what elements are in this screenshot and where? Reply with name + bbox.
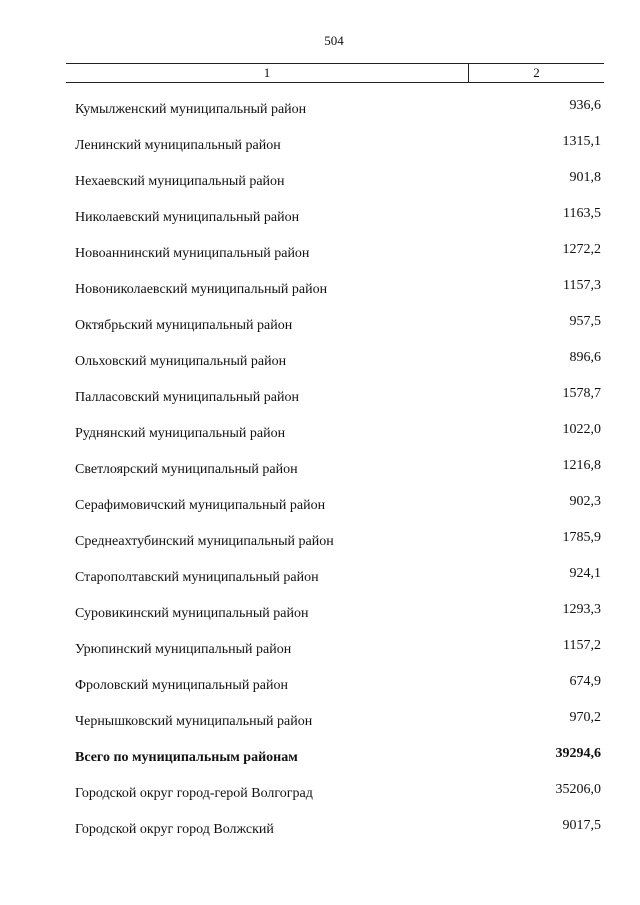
row-value: 936,6	[569, 98, 601, 113]
table-row	[0, 309, 640, 345]
row-name: Новониколаевский муниципальный район	[75, 282, 328, 297]
row-name: Городской округ город Волжский	[75, 822, 274, 837]
table-row	[0, 93, 640, 129]
table-row	[0, 237, 640, 273]
row-name: Кумылженский муниципальный район	[75, 102, 307, 117]
row-value: 970,2	[569, 710, 601, 725]
row-value: 1785,9	[562, 530, 601, 545]
table-row	[0, 165, 640, 201]
table-row	[0, 453, 640, 489]
table-row	[0, 561, 640, 597]
table-row	[0, 669, 640, 705]
row-name: Среднеахтубинский муниципальный район	[75, 534, 334, 549]
row-value: 1022,0	[562, 422, 601, 437]
row-value: 1216,8	[562, 458, 601, 473]
table-body	[0, 93, 640, 849]
row-name: Николаевский муниципальный район	[75, 210, 300, 225]
row-value: 1157,2	[563, 638, 601, 653]
row-name: Светлоярский муниципальный район	[75, 462, 298, 477]
row-value: 9017,5	[562, 818, 601, 833]
row-value: 35206,0	[555, 782, 601, 797]
row-name: Фроловский муниципальный район	[75, 678, 289, 693]
row-value: 39294,6	[555, 746, 601, 761]
row-name: Серафимовичский муниципальный район	[75, 498, 326, 513]
table-row	[0, 633, 640, 669]
row-value: 674,9	[569, 674, 601, 689]
table-row	[0, 525, 640, 561]
row-name: Ольховский муниципальный район	[75, 354, 287, 369]
row-name: Нехаевский муниципальный район	[75, 174, 285, 189]
row-value: 1157,3	[563, 278, 601, 293]
page-number: 504	[324, 33, 344, 48]
row-name: Палласовский муниципальный район	[75, 390, 299, 405]
table-row	[0, 129, 640, 165]
row-name: Руднянский муниципальный район	[75, 426, 286, 441]
row-name: Старополтавский муниципальный район	[75, 570, 319, 585]
row-value: 1163,5	[563, 206, 601, 221]
column-header-2: 2	[533, 65, 540, 80]
row-value: 1293,3	[562, 602, 601, 617]
row-name: Городской округ город-герой Волгоград	[75, 786, 313, 801]
row-value: 1578,7	[562, 386, 601, 401]
table-row	[0, 201, 640, 237]
row-name: Ленинский муниципальный район	[75, 138, 281, 153]
table-row	[0, 813, 640, 849]
row-value: 902,3	[569, 494, 601, 509]
table-row	[0, 777, 640, 813]
row-value: 896,6	[569, 350, 601, 365]
table-row-total	[0, 741, 640, 777]
row-value: 901,8	[569, 170, 601, 185]
row-value: 1315,1	[562, 134, 601, 149]
table-row	[0, 273, 640, 309]
column-header-1: 1	[66, 64, 469, 82]
table-row	[0, 489, 640, 525]
row-name: Чернышковский муниципальный район	[75, 714, 313, 729]
table-row	[0, 381, 640, 417]
row-value: 1272,2	[562, 242, 601, 257]
table-header	[66, 63, 604, 83]
row-value: 924,1	[569, 566, 601, 581]
table-row	[0, 705, 640, 741]
row-name: Всего по муниципальным районам	[75, 750, 298, 765]
row-value: 957,5	[569, 314, 601, 329]
row-name: Новоаннинский муниципальный район	[75, 246, 310, 261]
row-name: Урюпинский муниципальный район	[75, 642, 292, 657]
table-row	[0, 417, 640, 453]
table-row	[0, 597, 640, 633]
row-name: Октябрьский муниципальный район	[75, 318, 293, 333]
row-name: Суровикинский муниципальный район	[75, 606, 309, 621]
table-row	[0, 345, 640, 381]
